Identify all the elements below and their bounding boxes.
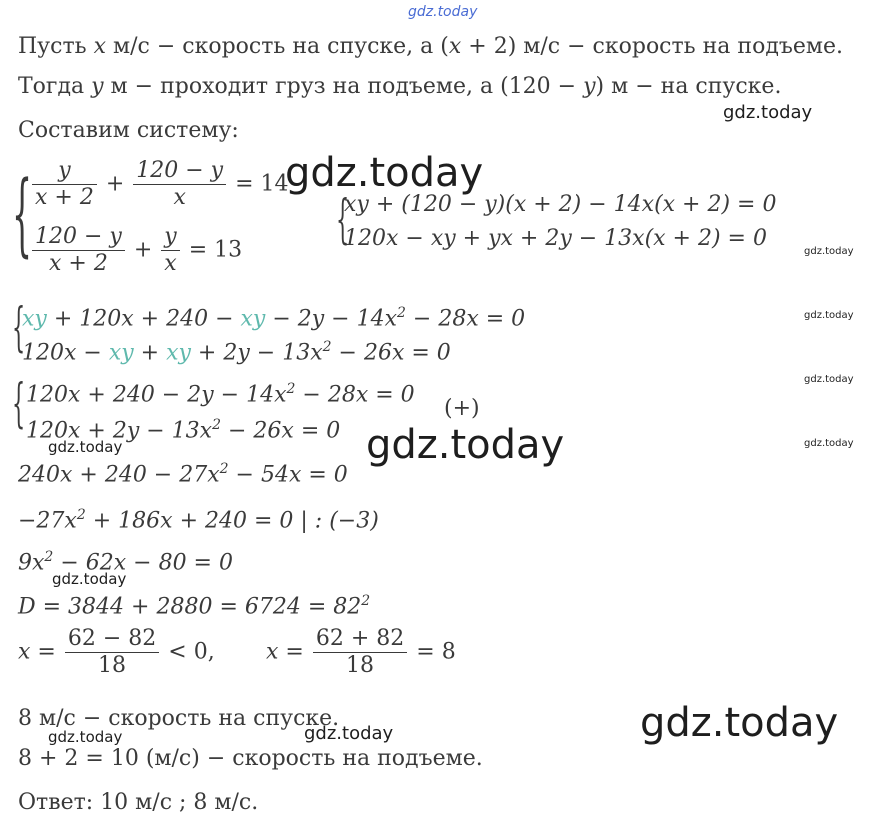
exponent: 2: [286, 381, 296, 397]
text-segment: 120x + 2y − 13x: [26, 418, 213, 444]
watermark-mid: gdz.today: [723, 102, 813, 123]
text-segment: − 28x = 0: [405, 306, 526, 332]
watermark-big: gdz.today: [366, 422, 565, 468]
text-segment: − 26x = 0: [221, 418, 341, 444]
statement-line-2: [18, 74, 781, 100]
text-segment: 120x −: [22, 340, 109, 366]
denominator: x: [164, 251, 177, 276]
watermark-small: gdz.today: [804, 310, 854, 321]
fraction: [313, 626, 407, 679]
text-segment: Пусть: [18, 34, 94, 59]
addition-mark: (+): [444, 396, 480, 421]
fraction: [161, 224, 179, 277]
root-lhs: x =: [266, 639, 304, 665]
operator: +: [133, 237, 153, 263]
operator: +: [105, 171, 125, 197]
watermark-mid: gdz.today: [48, 728, 123, 746]
text-segment: + 186x + 240 = 0 | : (−3): [85, 508, 379, 534]
exponent: 2: [76, 507, 86, 523]
text-segment: м − проходит груз на подъеме, а (120 −: [103, 74, 584, 99]
denominator: x + 2: [49, 251, 108, 276]
system-2-eq-1: xy + (120 − y)(x + 2) − 14x(x + 2) = 0: [344, 192, 777, 217]
text-segment: + 2) м/с − скорость на подъеме.: [461, 34, 844, 59]
var-y: y: [583, 74, 596, 99]
system-3-eq-2: [22, 334, 451, 366]
root-rhs: = 8: [416, 639, 456, 665]
quadratic-line: [18, 544, 233, 576]
text-segment: −27x: [18, 508, 77, 534]
cancelled-term: xy: [166, 340, 191, 366]
answer-line-2: 8 + 2 = 10 (м/с) − скорость на подъеме.: [18, 746, 483, 771]
system-4-eq-2: [26, 412, 340, 444]
system-brace: {: [12, 162, 33, 267]
watermark-top: gdz.today: [408, 4, 478, 20]
sum-line: [18, 456, 348, 488]
text-segment: Тогда: [18, 74, 92, 99]
discriminant-line: [18, 588, 370, 620]
watermark-big: gdz.today: [640, 700, 839, 746]
statement-line-1: [18, 34, 843, 60]
divide-line: [18, 502, 379, 534]
system-2-eq-2: 120x − xy + yx + 2y − 13x(x + 2) = 0: [344, 226, 767, 251]
system-1-eq-1: [30, 158, 289, 211]
system-4-eq-1: [26, 376, 415, 408]
var-x: x: [448, 34, 462, 59]
exponent: 2: [219, 461, 229, 477]
equals-value: = 14: [235, 171, 289, 197]
numerator: 120 − y: [133, 158, 226, 185]
watermark-mid: gdz.today: [48, 438, 123, 456]
text-segment: + 120x + 240 −: [46, 306, 241, 332]
answer-line-1: 8 м/с − скорость на спуске.: [18, 706, 340, 731]
system-3-eq-1: [22, 300, 525, 332]
text-segment: − 28x = 0: [295, 382, 415, 408]
root-rhs: < 0,: [168, 639, 215, 665]
var-y: y: [91, 74, 104, 99]
watermark-mid: gdz.today: [304, 723, 394, 744]
numerator: 62 + 82: [313, 626, 407, 653]
watermark-mid: gdz.today: [52, 570, 127, 588]
statement-line-3: Составим систему:: [18, 118, 239, 143]
fraction: [133, 158, 226, 211]
text-segment: + 2y − 13x: [190, 340, 323, 366]
denominator: x + 2: [35, 185, 94, 210]
denominator: 18: [346, 653, 375, 678]
system-brace: {: [12, 374, 26, 434]
text-segment: м/с − скорость на спуске, а (: [106, 34, 449, 59]
numerator: 120 − y: [32, 224, 125, 251]
system-brace: {: [12, 298, 26, 358]
exponent: 2: [361, 593, 371, 609]
text-segment: − 2y − 14x: [265, 306, 398, 332]
text-segment: 9x: [18, 550, 45, 576]
root-2: [266, 626, 456, 679]
final-answer: Ответ: 10 м/с ; 8 м/с.: [18, 790, 259, 815]
cancelled-term: xy: [108, 340, 134, 366]
watermark-big: gdz.today: [285, 150, 484, 196]
text-segment: − 26x = 0: [331, 340, 451, 366]
equals-value: = 13: [188, 237, 243, 263]
root-lhs: x =: [18, 639, 56, 665]
numerator: y: [32, 158, 97, 185]
numerator: y: [161, 224, 179, 251]
cancelled-term: xy: [240, 306, 266, 332]
text-segment: − 62x − 80 = 0: [53, 550, 233, 576]
text-segment: 120x + 240 − 2y − 14x: [26, 382, 287, 408]
text-segment: ) м − на спуске.: [595, 74, 782, 99]
system-brace: {: [336, 190, 350, 250]
exponent: 2: [397, 305, 406, 321]
denominator: 18: [98, 653, 127, 678]
text-segment: 240x + 240 − 27x: [18, 462, 220, 488]
watermark-small: gdz.today: [804, 246, 854, 257]
watermark-small: gdz.today: [804, 438, 854, 449]
denominator: x: [173, 185, 186, 210]
exponent: 2: [44, 549, 54, 565]
cancelled-term: xy: [22, 306, 47, 332]
fraction: [65, 626, 159, 679]
root-1: [18, 626, 215, 679]
var-x: x: [93, 34, 107, 59]
exponent: 2: [212, 417, 221, 433]
watermark-small: gdz.today: [804, 374, 854, 385]
numerator: 62 − 82: [65, 626, 159, 653]
fraction: [32, 158, 97, 211]
fraction: [32, 224, 125, 277]
text-segment: D = 3844 + 2880 = 6724 = 82: [18, 594, 362, 620]
text-segment: − 54x = 0: [228, 462, 348, 488]
exponent: 2: [322, 339, 332, 355]
text-segment: +: [133, 340, 167, 366]
system-1-eq-2: [30, 224, 242, 277]
